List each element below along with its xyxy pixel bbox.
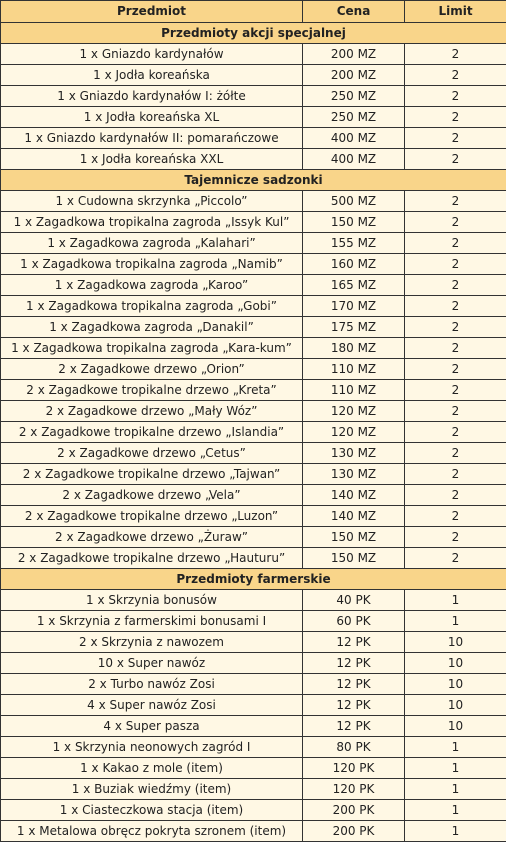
table-row — [1, 86, 506, 107]
price-cell: 12 PK — [303, 632, 405, 653]
section-header-row — [1, 23, 506, 44]
table-row — [1, 65, 506, 86]
price-cell: 250 MZ — [303, 86, 405, 107]
limit-cell: 2 — [405, 296, 506, 317]
price-cell: 400 MZ — [303, 128, 405, 149]
table-row — [1, 317, 506, 338]
table-row — [1, 800, 506, 821]
section-header-row — [1, 569, 506, 590]
item-name-cell: 1 x Zagadkowa tropikalna zagroda „Issyk Kul” — [1, 212, 303, 233]
limit-cell: 1 — [405, 590, 506, 611]
item-name-cell: 1 x Zagadkowa zagroda „Karoo” — [1, 275, 303, 296]
item-name-cell: 1 x Metalowa obręcz pokryta szronem (item) — [1, 821, 303, 842]
price-cell: 12 PK — [303, 716, 405, 737]
limit-cell: 2 — [405, 485, 506, 506]
item-name-cell: 2 x Zagadkowe drzewo „Mały Wóz” — [1, 401, 303, 422]
price-cell: 200 PK — [303, 800, 405, 821]
table-row — [1, 338, 506, 359]
limit-cell: 1 — [405, 758, 506, 779]
item-name-cell: 2 x Skrzynia z nawozem — [1, 632, 303, 653]
table-row — [1, 107, 506, 128]
price-cell: 150 MZ — [303, 548, 405, 569]
limit-cell: 2 — [405, 86, 506, 107]
table-row — [1, 296, 506, 317]
price-cell: 200 MZ — [303, 65, 405, 86]
table-row — [1, 674, 506, 695]
item-name-cell: 1 x Jodła koreańska — [1, 65, 303, 86]
table-row — [1, 632, 506, 653]
table-row — [1, 548, 506, 569]
header-row — [1, 1, 506, 23]
item-name-cell: 1 x Gniazdo kardynałów I: żółte — [1, 86, 303, 107]
price-cell: 250 MZ — [303, 107, 405, 128]
limit-cell: 2 — [405, 44, 506, 65]
limit-cell: 2 — [405, 506, 506, 527]
limit-cell: 1 — [405, 737, 506, 758]
limit-cell: 2 — [405, 275, 506, 296]
table-row — [1, 359, 506, 380]
limit-cell: 2 — [405, 401, 506, 422]
item-name-cell: 2 x Zagadkowe drzewo „Żuraw” — [1, 527, 303, 548]
price-cell: 120 PK — [303, 758, 405, 779]
item-name-cell: 1 x Zagadkowa zagroda „Danakil” — [1, 317, 303, 338]
price-cell: 130 MZ — [303, 443, 405, 464]
header-item: Przedmiot — [1, 1, 303, 23]
price-cell: 12 PK — [303, 674, 405, 695]
table-row — [1, 653, 506, 674]
section-title: Tajemnicze sadzonki — [1, 170, 506, 191]
limit-cell: 1 — [405, 821, 506, 842]
table-row — [1, 149, 506, 170]
item-name-cell: 1 x Jodła koreańska XL — [1, 107, 303, 128]
limit-cell: 2 — [405, 443, 506, 464]
price-cell: 12 PK — [303, 653, 405, 674]
item-name-cell: 2 x Zagadkowe tropikalne drzewo „Hauturu” — [1, 548, 303, 569]
item-name-cell: 4 x Super pasza — [1, 716, 303, 737]
limit-cell: 1 — [405, 779, 506, 800]
table-body — [1, 23, 506, 842]
price-cell: 80 PK — [303, 737, 405, 758]
limit-cell: 2 — [405, 464, 506, 485]
item-name-cell: 1 x Zagadkowa zagroda „Kalahari” — [1, 233, 303, 254]
item-name-cell: 1 x Cudowna skrzynka „Piccolo” — [1, 191, 303, 212]
price-cell: 180 MZ — [303, 338, 405, 359]
item-name-cell: 1 x Skrzynia neonowych zagród I — [1, 737, 303, 758]
item-name-cell: 10 x Super nawóz — [1, 653, 303, 674]
limit-cell: 10 — [405, 695, 506, 716]
table-row — [1, 233, 506, 254]
table-row — [1, 254, 506, 275]
price-cell: 150 MZ — [303, 527, 405, 548]
table-row — [1, 422, 506, 443]
limit-cell: 2 — [405, 212, 506, 233]
table-row — [1, 485, 506, 506]
price-cell: 120 MZ — [303, 422, 405, 443]
table-row — [1, 758, 506, 779]
item-name-cell: 1 x Skrzynia z farmerskimi bonusami I — [1, 611, 303, 632]
table-row — [1, 737, 506, 758]
limit-cell: 2 — [405, 65, 506, 86]
table-row — [1, 695, 506, 716]
table-row — [1, 716, 506, 737]
item-name-cell: 1 x Zagadkowa tropikalna zagroda „Gobi” — [1, 296, 303, 317]
price-cell: 120 PK — [303, 779, 405, 800]
table-row — [1, 212, 506, 233]
price-cell: 170 MZ — [303, 296, 405, 317]
table-row — [1, 506, 506, 527]
item-name-cell: 2 x Zagadkowe tropikalne drzewo „Islandia” — [1, 422, 303, 443]
item-name-cell: 1 x Jodła koreańska XXL — [1, 149, 303, 170]
price-cell: 110 MZ — [303, 359, 405, 380]
price-cell: 155 MZ — [303, 233, 405, 254]
table-row — [1, 191, 506, 212]
item-name-cell: 1 x Zagadkowa tropikalna zagroda „Kara-kum” — [1, 338, 303, 359]
table-row — [1, 443, 506, 464]
table-row — [1, 464, 506, 485]
limit-cell: 2 — [405, 317, 506, 338]
price-cell: 140 MZ — [303, 506, 405, 527]
item-name-cell: 2 x Zagadkowe drzewo „Cetus” — [1, 443, 303, 464]
price-cell: 40 PK — [303, 590, 405, 611]
price-cell: 150 MZ — [303, 212, 405, 233]
item-name-cell: 1 x Kakao z mole (item) — [1, 758, 303, 779]
item-name-cell: 2 x Zagadkowe tropikalne drzewo „Luzon” — [1, 506, 303, 527]
table-row — [1, 380, 506, 401]
limit-cell: 2 — [405, 548, 506, 569]
item-name-cell: 2 x Zagadkowe tropikalne drzewo „Tajwan” — [1, 464, 303, 485]
price-cell: 200 PK — [303, 821, 405, 842]
limit-cell: 2 — [405, 527, 506, 548]
price-cell: 200 MZ — [303, 44, 405, 65]
section-title: Przedmioty akcji specjalnej — [1, 23, 506, 44]
price-cell: 140 MZ — [303, 485, 405, 506]
price-cell: 165 MZ — [303, 275, 405, 296]
item-name-cell: 1 x Gniazdo kardynałów — [1, 44, 303, 65]
limit-cell: 10 — [405, 674, 506, 695]
limit-cell: 2 — [405, 254, 506, 275]
price-cell: 175 MZ — [303, 317, 405, 338]
limit-cell: 10 — [405, 632, 506, 653]
table-row — [1, 128, 506, 149]
table-row — [1, 779, 506, 800]
price-cell: 130 MZ — [303, 464, 405, 485]
limit-cell: 1 — [405, 611, 506, 632]
item-name-cell: 1 x Gniazdo kardynałów II: pomarańczowe — [1, 128, 303, 149]
price-cell: 110 MZ — [303, 380, 405, 401]
limit-cell: 2 — [405, 191, 506, 212]
table-row — [1, 611, 506, 632]
price-cell: 160 MZ — [303, 254, 405, 275]
limit-cell: 1 — [405, 800, 506, 821]
price-cell: 12 PK — [303, 695, 405, 716]
item-name-cell: 1 x Buziak wiedźmy (item) — [1, 779, 303, 800]
table-row — [1, 275, 506, 296]
limit-cell: 2 — [405, 149, 506, 170]
item-name-cell: 2 x Turbo nawóz Zosi — [1, 674, 303, 695]
section-header-row — [1, 170, 506, 191]
table-row — [1, 527, 506, 548]
item-name-cell: 2 x Zagadkowe tropikalne drzewo „Kreta” — [1, 380, 303, 401]
limit-cell: 2 — [405, 233, 506, 254]
limit-cell: 10 — [405, 653, 506, 674]
limit-cell: 2 — [405, 128, 506, 149]
limit-cell: 2 — [405, 359, 506, 380]
price-cell: 400 MZ — [303, 149, 405, 170]
table-row — [1, 821, 506, 842]
limit-cell: 2 — [405, 380, 506, 401]
limit-cell: 2 — [405, 107, 506, 128]
table-row — [1, 44, 506, 65]
header-price: Cena — [303, 1, 405, 23]
item-name-cell: 4 x Super nawóz Zosi — [1, 695, 303, 716]
limit-cell: 2 — [405, 422, 506, 443]
section-title: Przedmioty farmerskie — [1, 569, 506, 590]
price-cell: 60 PK — [303, 611, 405, 632]
item-name-cell: 2 x Zagadkowe drzewo „Vela” — [1, 485, 303, 506]
item-name-cell: 1 x Zagadkowa tropikalna zagroda „Namib” — [1, 254, 303, 275]
item-name-cell: 1 x Ciasteczkowa stacja (item) — [1, 800, 303, 821]
header-limit: Limit — [405, 1, 506, 23]
price-cell: 120 MZ — [303, 401, 405, 422]
limit-cell: 10 — [405, 716, 506, 737]
price-cell: 500 MZ — [303, 191, 405, 212]
table-row — [1, 590, 506, 611]
item-name-cell: 1 x Skrzynia bonusów — [1, 590, 303, 611]
limit-cell: 2 — [405, 338, 506, 359]
table-row — [1, 401, 506, 422]
item-name-cell: 2 x Zagadkowe drzewo „Orion” — [1, 359, 303, 380]
